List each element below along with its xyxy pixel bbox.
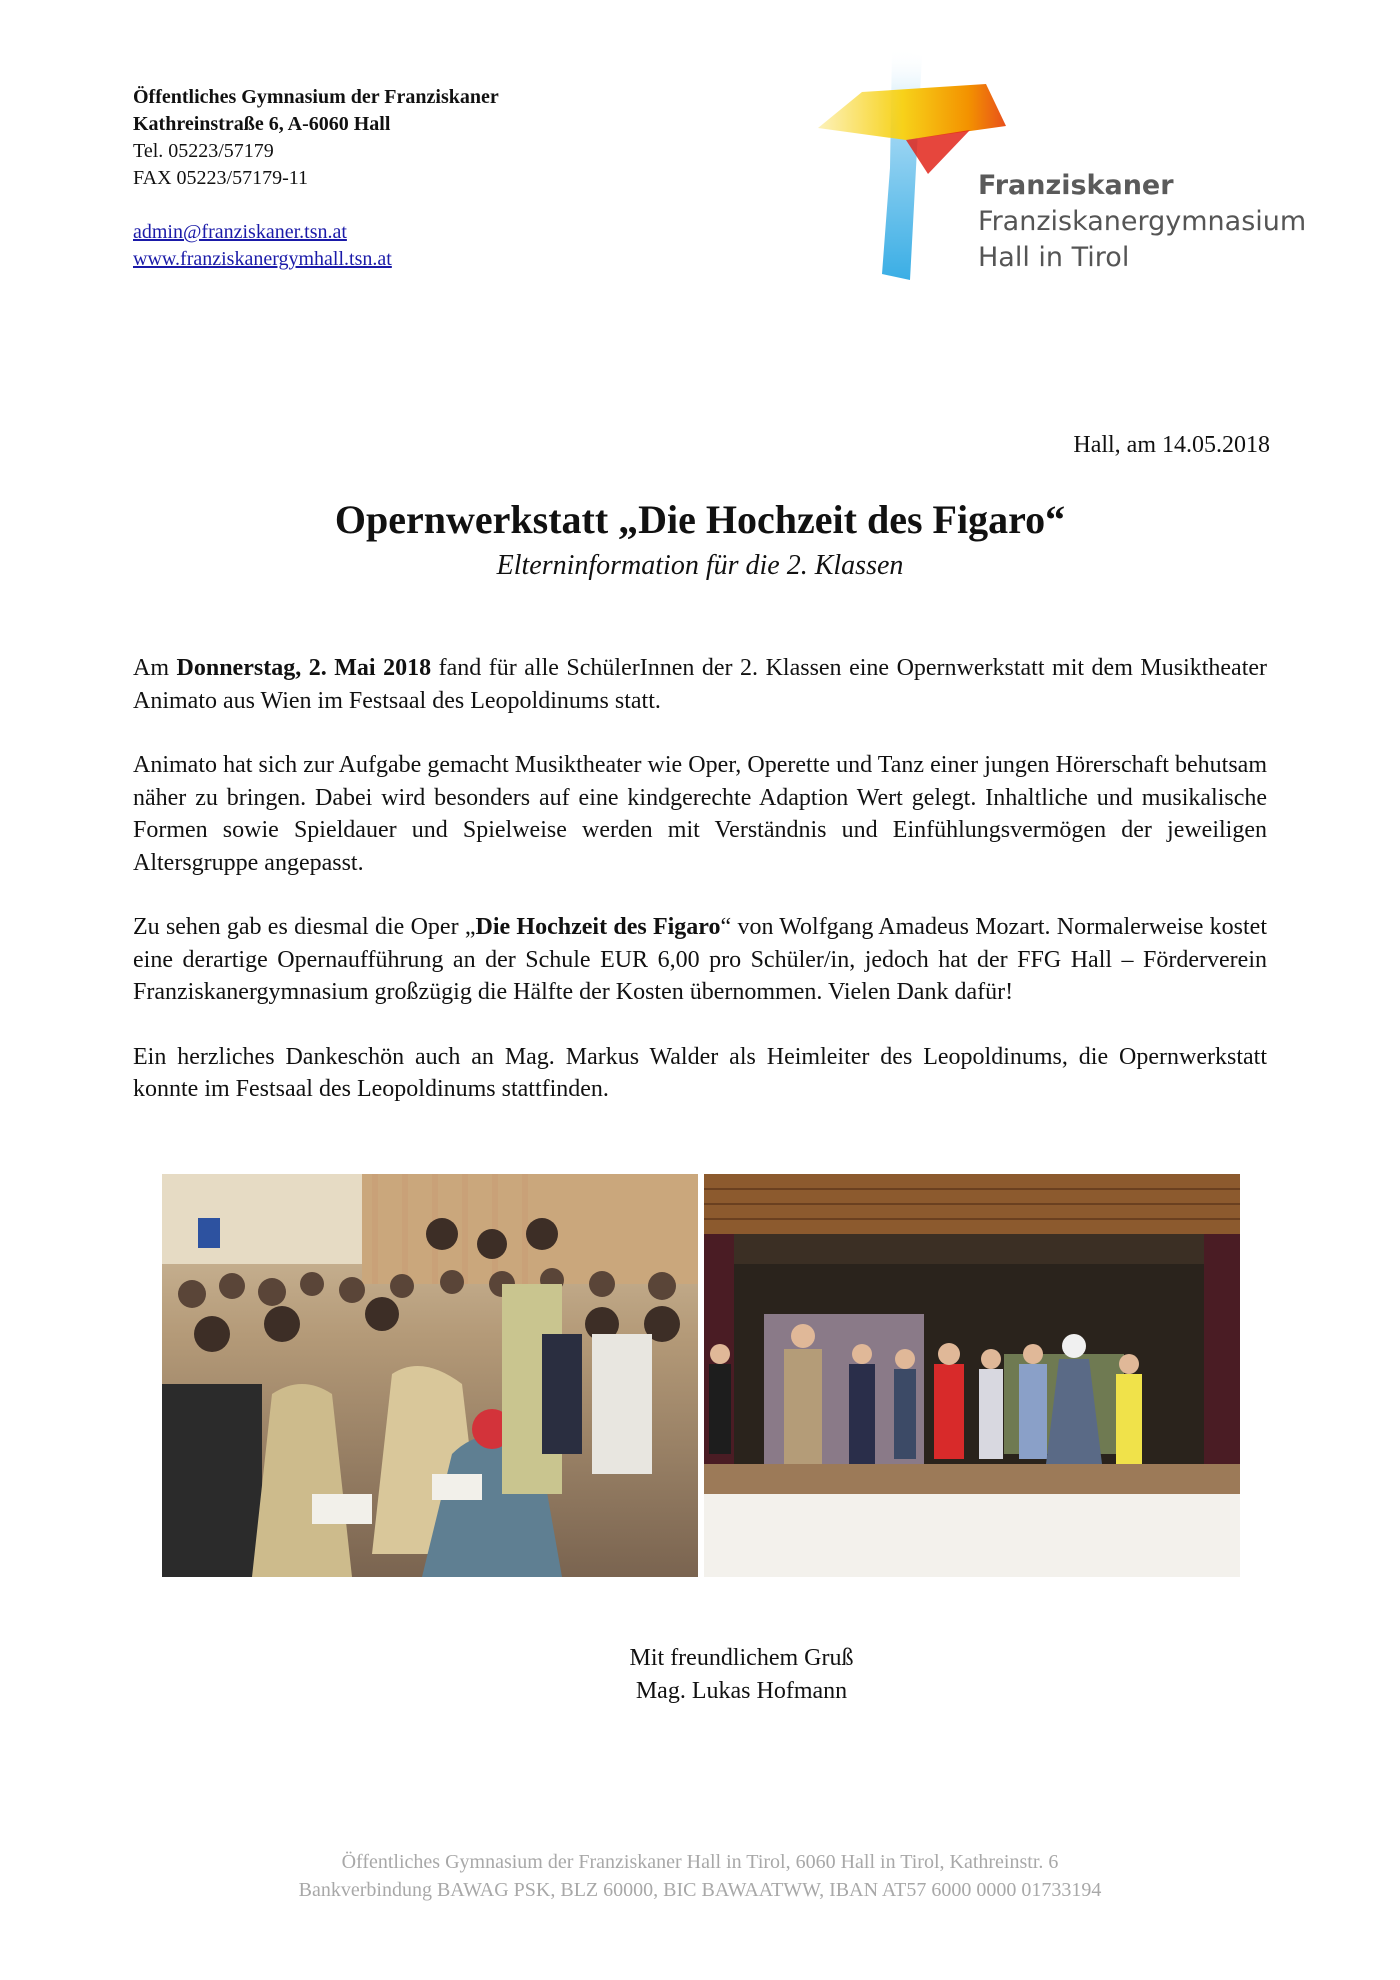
footer-address-line: Öffentliches Gymnasium der Franziskaner Hall in Tirol, 6060 Hall in Tirol, Kathreinstr. 6 — [341, 1851, 1059, 1873]
opera-title: Die Hochzeit des Figaro — [475, 914, 721, 940]
closing-greeting: Mit freundlichem Gruß — [629, 1645, 854, 1671]
stage-performance-photo — [704, 1174, 1240, 1577]
email-link[interactable]: admin@franziskaner.tsn.at — [133, 221, 347, 243]
franziskaner-logo — [810, 48, 1330, 288]
page-title: Opernwerkstatt „Die Hochzeit des Figaro“ — [334, 497, 1066, 542]
school-address-block — [133, 84, 499, 273]
page-subtitle: Elterninformation für die 2. Klassen — [496, 550, 904, 581]
paragraph-thanks: Ein herzliches Dankeschön auch an Mag. Markus Walder als Heimleiter des Leopoldinums, die Opernwerkstatt konnte im Festsaal des Leopoldinums stattfinden. — [133, 1043, 1267, 1102]
school-phone: Tel. 05223/57179 — [133, 140, 274, 162]
logo-school-line: Franziskanergymnasium — [978, 206, 1307, 237]
paragraph-opera: Zu sehen gab es diesmal die Oper „Die Hochzeit des Figaro“ von Wolfgang Amadeus Mozart. Normalerweise kostet eine derartige Opernaufführung an der Schule EUR 6,00 pro Schüler/in, jedoch hat der FFG Hall – Förderverein Franziskanergymnasium großzügig die Hälfte der Kosten übernommen. Vielen Dank dafür! — [133, 914, 1268, 1005]
audience-workshop-photo — [162, 1174, 698, 1577]
footer-bank-line: Bankverbindung BAWAG PSK, BLZ 60000, BIC BAWAATWW, IBAN AT57 6000 0000 01733194 — [298, 1879, 1102, 1901]
paragraph-event: Am Donnerstag, 2. Mai 2018 fand für alle SchülerInnen der 2. Klassen eine Opernwerkstatt mit dem Musiktheater Animato aus Wien im Festsaal des Leopoldinums statt. — [133, 655, 1268, 714]
letter-body — [133, 652, 1267, 1138]
school-street-address: Kathreinstraße 6, A-6060 Hall — [133, 113, 391, 135]
letter-date: Hall, am 14.05.2018 — [1073, 432, 1270, 458]
logo-brand-line: Franziskaner — [978, 170, 1174, 201]
school-name: Öffentliches Gymnasium der Franziskaner — [133, 86, 499, 108]
website-link[interactable]: www.franziskanergymhall.tsn.at — [133, 248, 392, 270]
closing-signature: Mag. Lukas Hofmann — [635, 1678, 848, 1704]
logo-location-line: Hall in Tirol — [978, 242, 1130, 273]
paragraph-animato: Animato hat sich zur Aufgabe gemacht Musiktheater wie Oper, Operette und Tanz einer jungen Hörerschaft behutsam näher zu bringen. Dabei wird besonders auf eine kindgerechte Adaption Wert gelegt. Inhaltliche und musikalische Formen sowie Spieldauer und Spielweise werden mit Verständnis und Einfühlungsvermögen der jeweiligen Altersgruppe angepasst. — [133, 752, 1267, 876]
event-date: Donnerstag, 2. Mai 2018 — [176, 655, 432, 681]
page-footer — [0, 1848, 1400, 1904]
school-fax: FAX 05223/57179-11 — [133, 167, 308, 189]
letter-closing — [0, 1642, 1400, 1708]
